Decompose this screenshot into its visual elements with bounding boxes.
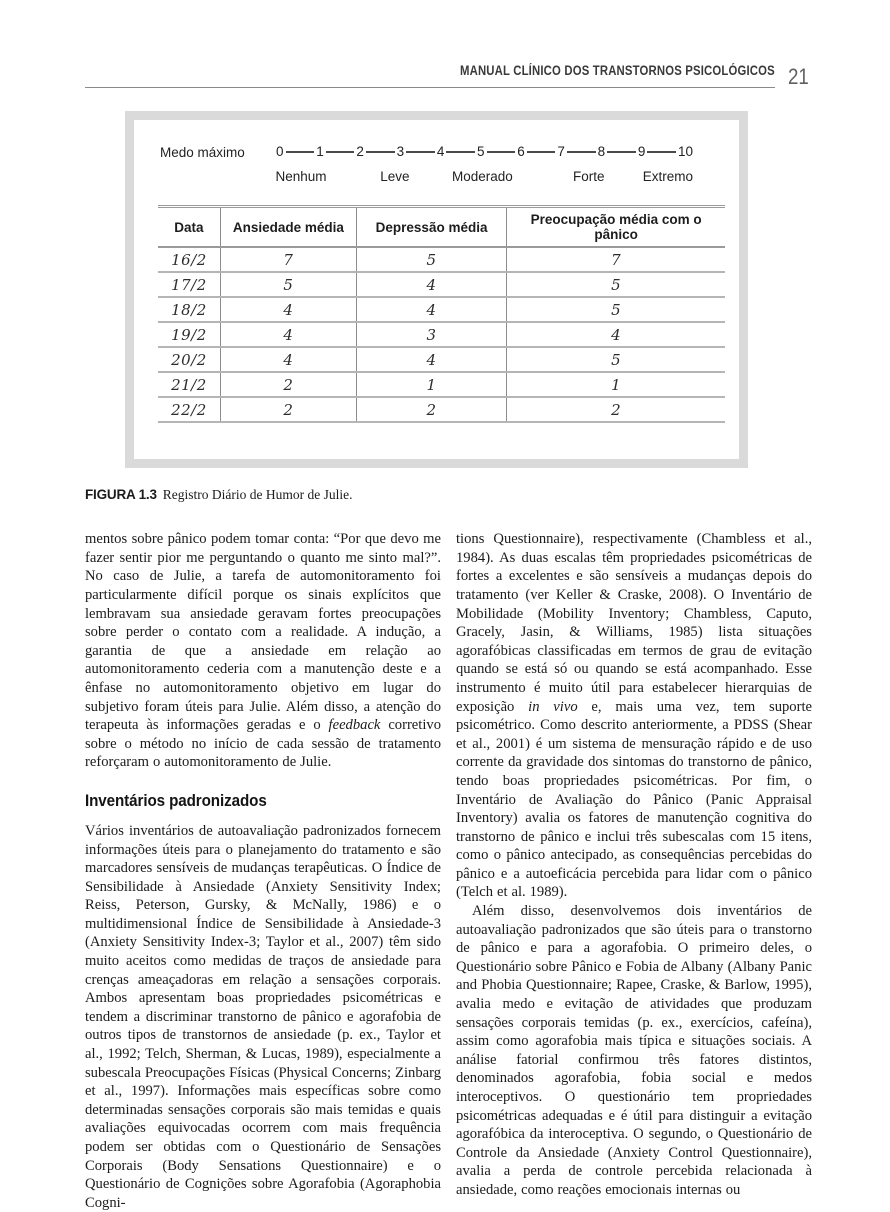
running-header-rule xyxy=(85,62,775,88)
mood-table-head xyxy=(158,207,725,248)
table-cell: 1 xyxy=(507,372,725,397)
text-run: mentos sobre pânico podem tomar conta: “Por que devo me fazer sentir pior me perguntando o quanto me sinto mal?”. No caso de Julie, a tarefa de automonitoramento foi particularmente difícil porque os sinais explícitos que lembravam sua ansiedade geravam fortes preocupações sobre perder o contato com a realidade. A indução, a garantia de que a ansiedade em relação ao automonitoramento cederia com a manutenção deste e a ênfase no automonitoramento objetivo em lugar do subjetivo foram úteis para Julie. Além disso, a atenção do terapeuta às informações geradas e o xyxy=(85,531,441,734)
table-row xyxy=(158,322,725,347)
scale-anchors xyxy=(276,169,693,189)
body-columns xyxy=(85,530,812,1212)
figure-caption xyxy=(85,487,812,503)
table-cell: 7 xyxy=(220,247,356,272)
scale-tick: 1 xyxy=(316,144,324,159)
table-cell: 5 xyxy=(507,297,725,322)
table-cell: 1 xyxy=(356,372,506,397)
scale-line-segment xyxy=(527,151,556,153)
text-run: corretivo sobre o método no início de cada sessão de tratamento reforçaram o automonitoramento de Julie. xyxy=(85,717,441,771)
scale-tick: 7 xyxy=(557,144,565,159)
scale-tick: 10 xyxy=(678,144,694,159)
table-cell: 4 xyxy=(356,347,506,372)
right-column xyxy=(456,530,812,1212)
fear-scale-body xyxy=(276,144,693,189)
text-run: Além disso, desenvolvemos dois inventários de autoavaliação padronizados que são úteis para o transtorno de pânico e para a agorafobia. O primeiro deles, o Questionário sobre Pânico e Fobia de Albany (Albany Panic and Phobia Questionnaire; Rapee, Craske, & Barlow, 1995), avalia medo e evitação de atividades que produzam sensações corporais temidas (p. ex., exercícios, cafeína), assim como agorafobia mais típica e situações sociais. A análise fatorial confirmou três fatores distintos, denominados agorafobia, fobia social e medos interoceptivos. O questionário tem propriedades psicométricas adequadas e é útil para distinguir a evitação agorafóbica da interoceptiva. O segundo, o Questionário de Controle da Ansiedade (Anxiety Control Questionnaire), avalia a perda de controle percebida relacionada à ansiedade, como reações emocionais internas ou xyxy=(456,903,812,1198)
scale-line-segment xyxy=(326,151,355,153)
section-heading: Inventários padronizados xyxy=(85,791,267,810)
text-run: tions Questionnaire), respectivamente (Chambless et al., 1984). As duas escalas têm propriedades psicométricas de fortes a excelentes e são sensíveis a mudanças depois do tratamento (ver Keller & Craske, 2008). O Inventário de Mobilidade (Mobility Inventory; Chambless, Caputo, Gracely, Jasin, & Williams, 1985) lista situações agorafóbicas classificadas em termos de grau de evitação quando se está só ou quando se está acompanhado. Esse instrumento é muito útil para estabelecer hierarquias de exposição xyxy=(456,531,812,715)
table-cell: 5 xyxy=(507,347,725,372)
table-cell: 16/2 xyxy=(158,247,220,272)
table-cell: 5 xyxy=(356,247,506,272)
scale-line-segment xyxy=(446,151,475,153)
figure-caption-text: Registro Diário de Humor de Julie. xyxy=(162,487,353,503)
scale-anchor-label: Forte xyxy=(572,169,605,185)
italic-text: in vivo xyxy=(528,698,578,715)
page-number: 21 xyxy=(787,64,809,89)
table-cell: 20/2 xyxy=(158,347,220,372)
scale-line-segment xyxy=(406,151,435,153)
table-row xyxy=(158,397,725,422)
table-cell: 5 xyxy=(507,272,725,297)
table-cell: 2 xyxy=(356,397,506,422)
scale-tick: 2 xyxy=(356,144,364,159)
table-cell: 4 xyxy=(356,272,506,297)
table-header-cell: Ansiedade média xyxy=(220,207,356,248)
scale-tick: 6 xyxy=(517,144,525,159)
scale-line-segment xyxy=(487,151,516,153)
mood-table-body xyxy=(158,247,725,422)
figure-frame xyxy=(125,111,748,468)
table-cell: 4 xyxy=(220,297,356,322)
paragraph xyxy=(85,822,441,1212)
paragraph xyxy=(456,530,812,902)
italic-text: feedback xyxy=(328,717,381,734)
table-row xyxy=(158,272,725,297)
table-cell: 17/2 xyxy=(158,272,220,297)
table-cell: 4 xyxy=(220,347,356,372)
scale-tick: 8 xyxy=(597,144,606,159)
running-header xyxy=(85,62,812,88)
scale-tick: 4 xyxy=(436,144,445,159)
scale-anchor-label: Leve xyxy=(380,169,410,185)
scale-line-segment xyxy=(647,151,676,153)
paragraph xyxy=(85,530,441,772)
table-row xyxy=(158,372,725,397)
table-header-cell: Data xyxy=(158,207,220,248)
table-cell: 19/2 xyxy=(158,322,220,347)
scale-line-segment xyxy=(607,151,636,153)
table-cell: 22/2 xyxy=(158,397,220,422)
scale-line-segment xyxy=(286,151,315,153)
table-cell: 2 xyxy=(507,397,725,422)
table-row xyxy=(158,247,725,272)
table-cell: 4 xyxy=(507,322,725,347)
running-title: MANUAL CLÍNICO DOS TRANSTORNOS PSICOLÓGICOS xyxy=(459,63,775,78)
table-cell: 7 xyxy=(507,247,725,272)
table-cell: 2 xyxy=(220,372,356,397)
table-cell: 2 xyxy=(220,397,356,422)
table-cell: 4 xyxy=(220,322,356,347)
fear-scale xyxy=(146,144,725,189)
scale-anchor-label: Moderado xyxy=(452,169,513,185)
table-header-row xyxy=(158,207,725,248)
table-cell: 5 xyxy=(220,272,356,297)
table-cell: 21/2 xyxy=(158,372,220,397)
table-row xyxy=(158,347,725,372)
scale-tick: 9 xyxy=(637,144,646,159)
figure-caption-label: FIGURA 1.3 xyxy=(85,487,157,503)
table-row xyxy=(158,297,725,322)
paragraph xyxy=(456,902,812,1200)
table-cell: 4 xyxy=(356,297,506,322)
scale-tick: 0 xyxy=(276,144,284,159)
fear-scale-ruler xyxy=(276,144,693,160)
table-header-cell: Depressão média xyxy=(356,207,506,248)
mood-table xyxy=(158,205,725,423)
scale-line-segment xyxy=(567,151,596,153)
scale-tick: 3 xyxy=(396,144,405,159)
text-run: Vários inventários de autoavaliação padronizados fornecem informações úteis para o planejamento do tratamento e são marcadores sensíveis de mudanças terapêuticas. O Índice de Sensibilidade à Ansiedade (Anxiety Sensitivity Index; Reiss, Peterson, Gursky, & McNally, 1986) e o multidimensional Índice de Sensibilidade à Ansiedade-3 (Anxiety Sensitivity Index-3; Taylor et al., 2007) têm sido muito aceitos como medidas de traços de ansiedade para crenças ameaçadoras em relação a sensações corporais. Ambos apresentam boas propriedades psicométricas e tendem a discriminar transtorno de pânico e agorafobia de outros tipos de transtornos de ansiedade (p. ex., Taylor et al., 1992; Telch, Sherman, & Lucas, 1989), especialmente a subescala Preocupações Físicas (Physical Concerns; Zinbarg et al., 1997). Informações mais específicas sobre como determinadas sensações corporais são mais temidas e quais avaliações equivocadas ocorrem com mais frequência podem ser obtidas com o Questionário de Sensações Corporais (Body Sensations Questionnaire) e o Questionário de Cognições sobre Agorafobia (Agoraphobia Cogni- xyxy=(85,822,441,1211)
scale-tick: 5 xyxy=(477,144,485,159)
text-run: e, mais uma vez, tem suporte psicométrico. Como descrito anteriormente, a PDSS (Shear et al., 2001) é um sistema de mensuração rápido e de uso corrente da gravidade dos sintomas do transtorno de pânico, tendo boas propriedades psicométricas. Por fim, o Inventário de Avaliação do Pânico (Panic Appraisal Inventory) avalia os fatores de manutenção cognitiva do transtorno de pânico e inclui três subescalas com 15 itens, como o pânico antecipado, as consequências percebidas do pânico e a autoeficácia percebida para lidar com o pânico (Telch et al. 1989). xyxy=(456,698,812,901)
left-column xyxy=(85,530,441,1212)
scale-anchor-label: Nenhum xyxy=(275,169,327,185)
scale-anchor-label: Extremo xyxy=(642,169,693,185)
fear-scale-label: Medo máximo xyxy=(160,145,245,160)
table-cell: 3 xyxy=(356,322,506,347)
table-cell: 18/2 xyxy=(158,297,220,322)
table-header-cell: Preocupação média com o pânico xyxy=(507,207,725,248)
scale-line-segment xyxy=(366,151,395,153)
